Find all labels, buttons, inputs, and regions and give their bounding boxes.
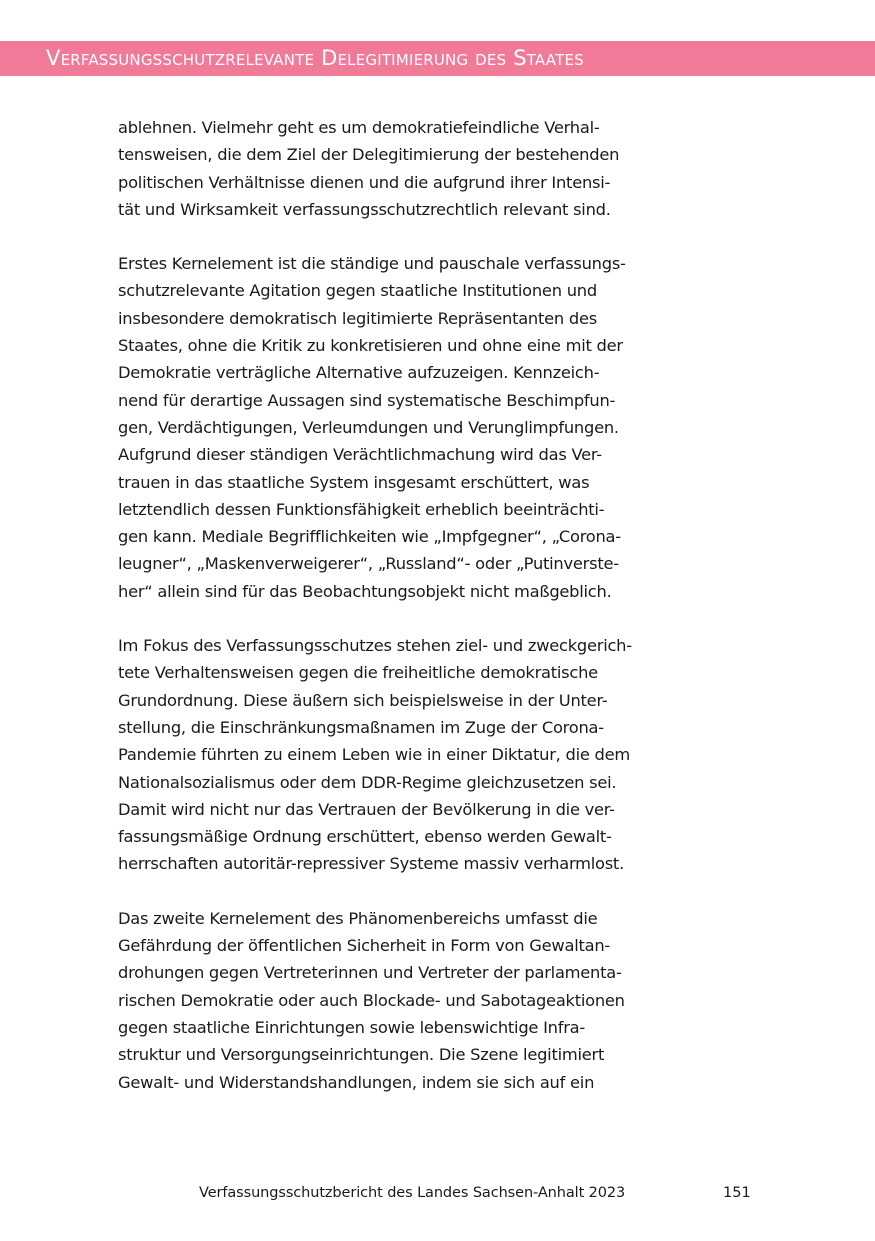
section-title: Verfassungsschutzrelevante Delegitimierung des Staates [46, 46, 584, 70]
paragraph: ablehnen. Vielmehr geht es um demokratiefeindliche Verhal- tensweisen, die dem Ziel der Delegitimierung der bestehenden politischen Verhältnisse dienen und die aufgrund ihrer Intensi- tät und Wirksamkeit verfassungsschutzrechtlich relevant sind. [118, 118, 620, 219]
footer-publication-title: Verfassungsschutzbericht des Landes Sachsen-Anhalt 2023 [199, 1185, 626, 1201]
body-text [118, 114, 758, 1123]
page-number: 151 [723, 1185, 751, 1201]
paragraph: Das zweite Kernelement des Phänomenbereichs umfasst die Gefährdung der öffentlichen Sicherheit in Form von Gewaltan- drohungen gegen Vertreterinnen und Vertreter der parlamenta- rischen Demokratie oder auch Blockade- und Sabotageaktionen gegen staatliche Einrichtungen sowie lebenswichtige Infra- struktur und Versorgungseinrichtungen. Die Szene legitimiert Gewalt- und Widerstandshandlungen, indem sie sich auf ein [118, 908, 625, 1092]
paragraph: Erstes Kernelement ist die ständige und pauschale verfassungs- schutzrelevante Agitation gegen staatliche Institutionen und insbesondere demokratisch legitimierte Repräsentanten des Staates, ohne die Kritik zu konkretisieren und ohne eine mit der Demokratie verträgliche Alternative aufzuzeigen. Kennzeich- nend für derartige Aussagen sind systematische Beschimpfun- gen, Verdächtigungen, Verleumdungen und Verunglimpfungen. Aufgrund dieser ständigen Verächtlichmachung wird das Ver- trauen in das staatliche System insgesamt erschüttert, was letztendlich dessen Funktionsfähigkeit erheblich beeinträchti- gen kann. Mediale Begrifflichkeiten wie „Impfgegner“, „Corona- leugner“, „Maskenverweigerer“, „Russland“- oder „Putinverste- her“ allein sind für das Beobachtungsobjekt nicht maßgeblich. [118, 254, 626, 601]
section-header-bar [0, 41, 875, 76]
page-footer [0, 1180, 875, 1206]
paragraph: Im Fokus des Verfassungsschutzes stehen ziel- und zweckgerich- tete Verhaltensweisen gegen die freiheitliche demokratische Grundordnung. Diese äußern sich beispielsweise in der Unter- stellung, die Einschränkungsmaßnamen im Zuge der Corona- Pandemie führten zu einem Leben wie in einer Diktatur, die dem Nationalsozialismus oder dem DDR-Regime gleichzusetzen sei. Damit wird nicht nur das Vertrauen der Bevölkerung in die ver- fassungsmäßige Ordnung erschüttert, ebenso werden Gewalt- herrschaften autoritär-repressiver Systeme massiv verharmlost. [118, 636, 632, 874]
